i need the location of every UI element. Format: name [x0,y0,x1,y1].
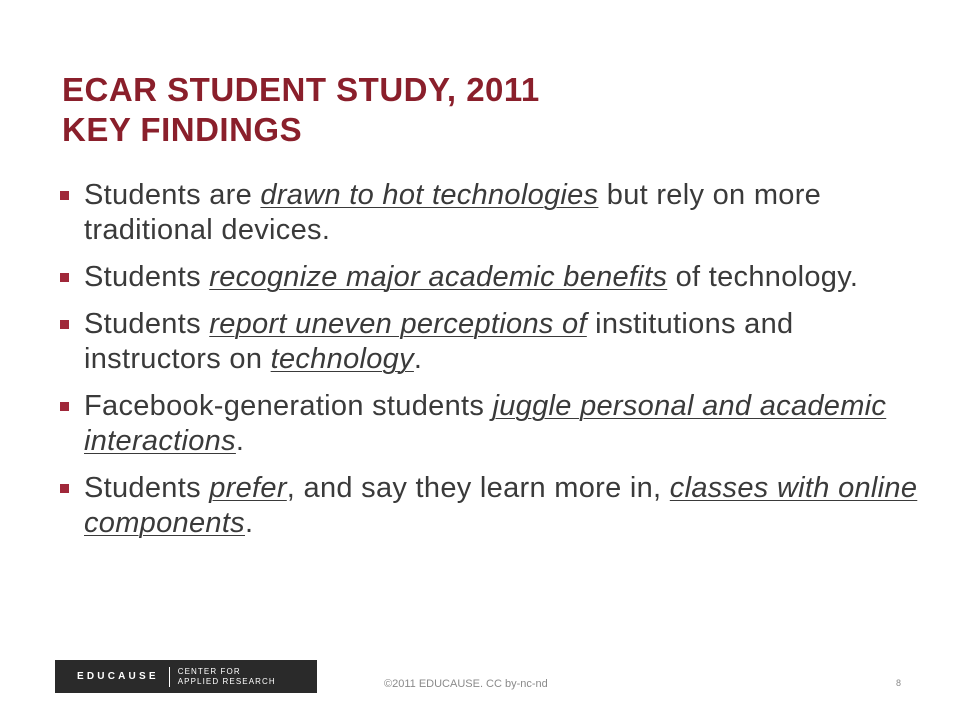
finding-text: of technology. [667,261,859,293]
finding-text: but rely on more traditional devices. [84,179,822,246]
key-findings-list [58,178,928,553]
finding-item [58,178,928,248]
finding-item [58,307,928,377]
finding-text: Students [84,261,210,293]
educause-logo [55,660,317,693]
bullet-square-icon [60,320,69,329]
finding-text: , and say they learn more in, [286,472,670,504]
finding-item [58,389,928,459]
slide-title [62,70,540,150]
logo-divider [169,667,170,687]
finding-text: Facebook-generation students [84,390,493,422]
emphasized-phrase: report uneven perceptions of [209,308,587,340]
finding-item [58,471,928,541]
finding-text: Students [84,308,210,340]
emphasized-phrase: recognize major academic benefits [209,261,668,293]
slide-title-line2: KEY FINDINGS [62,111,303,148]
bullet-square-icon [60,402,69,411]
logo-wordmark: EDUCAUSE [77,671,159,682]
copyright-notice: ©2011 EDUCAUSE. CC by-nc-nd [384,678,548,690]
bullet-square-icon [60,273,69,282]
finding-text: . [245,507,254,539]
logo-subtitle-line1: CENTER FOR [177,666,241,676]
slide-title-line1: ECAR STUDENT STUDY, 2011 [62,71,540,108]
page-number: 8 [896,678,902,688]
emphasized-phrase: juggle personal and academic interactions [84,390,887,457]
bullet-square-icon [60,484,69,493]
emphasized-phrase: technology [270,343,414,375]
emphasized-phrase: prefer [209,472,287,504]
finding-text: Students are [84,179,261,211]
bullet-square-icon [60,191,69,200]
finding-text: . [413,343,423,375]
logo-subtitle [178,667,276,687]
emphasized-phrase: classes with online components [84,472,918,539]
finding-text: Students [84,472,210,504]
emphasized-phrase: drawn to hot technologies [260,179,599,211]
finding-item [58,260,928,295]
logo-subtitle-line2: APPLIED RESEARCH [177,676,276,686]
finding-text: . [235,425,245,457]
finding-text: institutions and instructors on [84,308,794,375]
